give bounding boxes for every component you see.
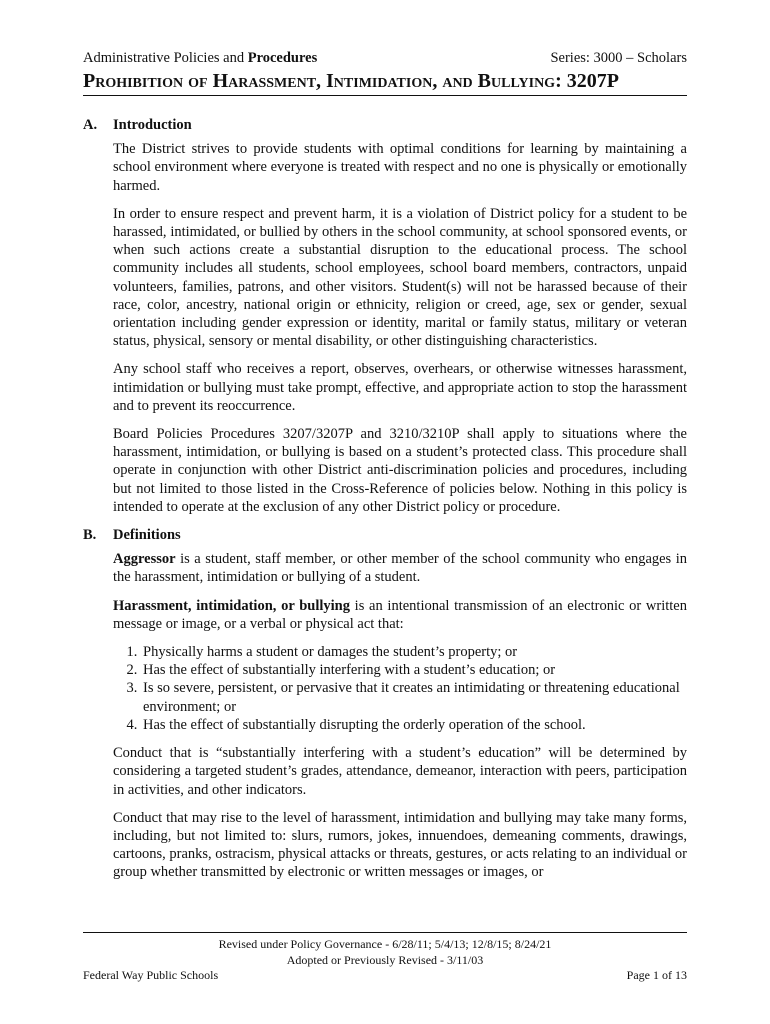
list-item: 1. Physically harms a student or damages the student’s property; or bbox=[141, 643, 687, 661]
list-item: 2. Has the effect of substantially interfering with a student’s education; or bbox=[141, 661, 687, 679]
section-a-heading: A. Introduction bbox=[83, 117, 192, 133]
title-code: 3207P bbox=[566, 70, 619, 92]
footer-organization: Federal Way Public Schools bbox=[83, 968, 219, 982]
intro-paragraph-4: Board Policies Procedures 3207/3207P and 3210/3210P shall apply to situations where the harassment, intimidation, or bullying is based on a student’s protected class. This procedure shall operate in conjunction with other District anti-discrimination policies and procedures, including but not limited to those listed in the Cross-Reference of policies below. Nothing in this policy is intended to operate at the exclusion of any other District policy or procedure. bbox=[113, 426, 687, 515]
conduct-paragraph-2: Conduct that may rise to the level of harassment, intimidation and bullying may take many forms, including, but not limited to: slurs, rumors, jokes, innuendoes, demeaning comments, drawings, cartoons, pranks, ostracism, physical attacks or threats, gestures, or acts relating to an individual or group whether transmitted by electronic or written messages or images, or bbox=[113, 809, 687, 881]
hib-criteria-list bbox=[113, 643, 687, 734]
document-title bbox=[83, 68, 687, 96]
header-series-type: Administrative Policies and Procedures bbox=[83, 50, 318, 66]
list-item: 3. Is so severe, persistent, or pervasive that it creates an intimidating or threatening educational environment; or bbox=[141, 679, 687, 715]
title-text: Prohibition of Harassment, Intimidation, and Bullying: bbox=[83, 70, 567, 92]
document-body bbox=[83, 116, 687, 892]
conduct-paragraph-1: Conduct that is “substantially interfering with a student’s education” will be determined by considering a targeted student’s grades, attendance, demeanor, interaction with peers, participation in activities, and other indicators. bbox=[113, 745, 687, 798]
footer-revision-info bbox=[83, 936, 687, 968]
definition-aggressor: Aggressor is a student, staff member, or other member of the school community who engages in the harassment, intimidation or bullying of a student. bbox=[113, 551, 687, 586]
intro-paragraph-3: Any school staff who receives a report, observes, overhears, or otherwise witnesses harassment, intimidation or bullying must take prompt, effective, and appropriate action to stop the harassment and to prevent its reoccurrence. bbox=[113, 361, 687, 414]
section-b-heading: B. Definitions bbox=[83, 527, 181, 544]
section-b-content bbox=[113, 550, 687, 881]
footer-bottom bbox=[83, 967, 687, 983]
footer-adopted: Adopted or Previously Revised - 3/11/03 bbox=[286, 953, 484, 967]
intro-paragraph-1: The District strives to provide students with optimal conditions for learning by maintaining a school environment where everyone is treated with respect and no one is physically or emotionally harmed. bbox=[113, 141, 687, 194]
term-hib: Harassment, intimidation, or bullying bbox=[113, 597, 350, 614]
footer-divider bbox=[83, 932, 687, 933]
intro-paragraph-2: In order to ensure respect and prevent harm, it is a violation of District policy for a student to be harassed, intimidated, or bullied by others in the school community, at school sponsored events, or when such actions create a substantial disruption to the educational process. The school community includes all students, school employees, school board members, contractors, unpaid volunteers, families, patrons, and other visitors. Student(s) will not be harassed because of their race, color, ancestry, national origin or ethnicity, religion or creed, age, sex or gender, sexual orientation including gender expression or identity, marital or family status, military or veteran status, physical, sensory or mental disability, or other distinguishing characteristics. bbox=[113, 205, 687, 350]
list-item: 4. Has the effect of substantially disrupting the orderly operation of the school. bbox=[141, 716, 687, 734]
term-aggressor: Aggressor bbox=[113, 551, 176, 568]
running-header bbox=[83, 48, 687, 68]
footer-revised: Revised under Policy Governance - 6/28/11; 5/4/13; 12/8/15; 8/24/21 bbox=[218, 937, 552, 951]
definition-hib: Harassment, intimidation, or bullying is an intentional transmission of an electronic or written message or image, or a verbal or physical act that: bbox=[113, 597, 687, 632]
section-a-content bbox=[113, 140, 687, 516]
header-series-name: Series: 3000 – Scholars bbox=[550, 50, 687, 66]
footer-page-number: Page 1 of 13 bbox=[626, 968, 687, 982]
